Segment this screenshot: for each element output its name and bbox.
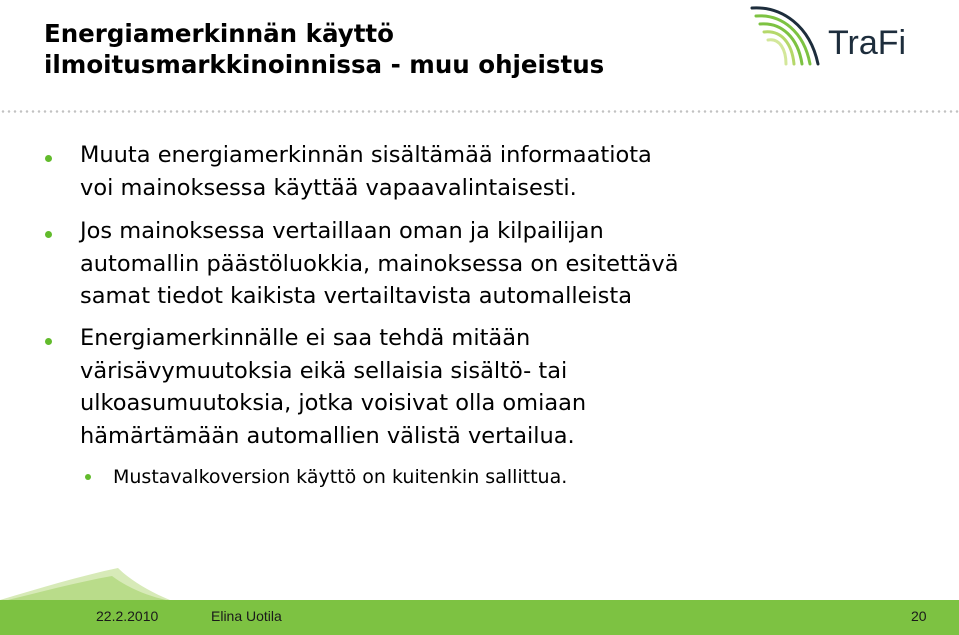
- slide-title: [44, 18, 704, 80]
- footer-page-number: 20: [911, 608, 927, 624]
- bullet-dot-icon: [45, 338, 52, 345]
- bullet-line: Energiamerkinnälle ei saa tehdä mitään: [80, 325, 531, 351]
- sub-bullet-dot-icon: [85, 474, 91, 480]
- trafi-logo-text: TraFi: [828, 24, 907, 62]
- footer-date: 22.2.2010: [96, 608, 159, 624]
- bullet-line: Jos mainoksessa vertaillaan oman ja kilpailijan: [80, 218, 604, 244]
- bullet-dot-icon: [45, 155, 52, 162]
- bullet-line: Muuta energiamerkinnän sisältämää informaatiota: [80, 142, 652, 168]
- bullet-line: automallin päästöluokkia, mainoksessa on esitettävä: [80, 250, 679, 277]
- sub-bullet-line: Mustavalkoversion käyttö on kuitenkin sallittua.: [113, 466, 568, 488]
- bullet-line: voi mainoksessa käyttää vapaavalintaisesti.: [80, 174, 577, 201]
- title-separator: [0, 110, 959, 113]
- bullet-line: värisävymuutoksia eikä sellaisia sisältö- tai: [80, 357, 568, 384]
- trafi-logo: [748, 2, 928, 76]
- bullet-dot-icon: [45, 231, 52, 238]
- footer-author: Elina Uotila: [211, 608, 282, 624]
- slide-title-line: ilmoitusmarkkinoinnissa - muu ohjeistus: [44, 50, 605, 79]
- bullet-text: [80, 215, 679, 313]
- bullet-line: samat tiedot kaikista vertailtavista automalleista: [80, 283, 633, 309]
- bullet-text: [80, 322, 586, 452]
- sub-bullet-text: [113, 464, 567, 490]
- bullet-text: [80, 139, 652, 204]
- bullet-line: ulkoasumuutoksia, jotka voisivat olla omiaan: [80, 390, 587, 416]
- slide-title-line: Energiamerkinnän käyttö: [44, 19, 394, 48]
- bullet-line: hämärtämään automallien välistä vertailua.: [80, 422, 575, 449]
- trafi-logo-graphic: [748, 2, 928, 76]
